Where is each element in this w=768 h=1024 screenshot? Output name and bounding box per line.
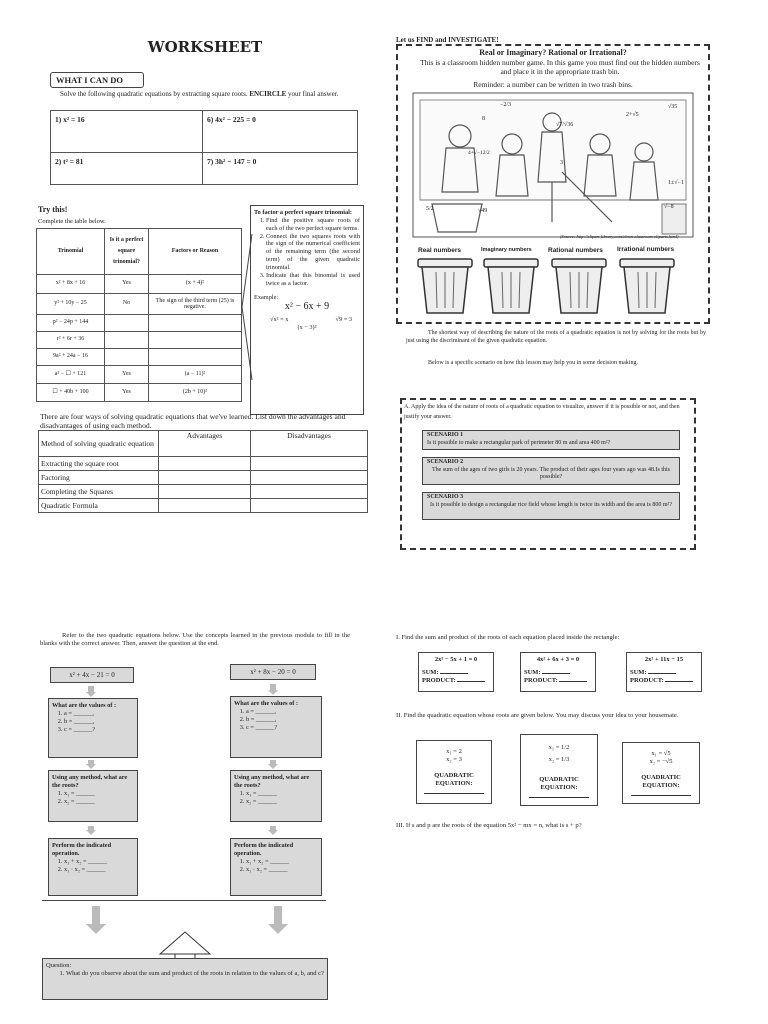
table-cell: y² + 10y − 25 (37, 294, 105, 315)
box-equation: 4x² + 6x + 3 = 0 (536, 656, 580, 663)
blank-item[interactable]: 1. x₁ + x₂ = ______ (246, 858, 318, 866)
table-cell: Yes (105, 384, 149, 402)
example-expression: x² − 6x + 9 (284, 301, 330, 313)
scenario-card[interactable] (422, 457, 680, 485)
trash-bin-icon[interactable] (550, 256, 608, 316)
table-header: Trinomial (37, 229, 105, 275)
table-cell: 9a² + 24a − 16 (37, 349, 105, 366)
arrow-down-icon (86, 686, 96, 697)
scenario-text: Is it possible to design a rectangular rice field whose length is twice its width and the area is 800 m²? (429, 501, 673, 508)
qe-label: QUADRATIC EQUATION: (434, 772, 474, 788)
scenario-title: SCENARIO 3 (427, 494, 464, 500)
trash-bin-icon[interactable] (482, 256, 540, 316)
arrow-down-icon (86, 760, 96, 769)
section-label: WHAT I CAN DO (50, 72, 144, 88)
table-cell: p² − 24p + 144 (37, 315, 105, 332)
operation-title: Perform the indicated operation. (234, 842, 294, 857)
qe-label: QUADRATIC EQUATION: (539, 776, 579, 792)
blank-item[interactable]: 2. x₁ · x₂ = ______ (246, 866, 318, 874)
equation-cell[interactable]: 1) x² = 16 (51, 111, 203, 153)
blank-item[interactable]: 1. x₁ + x₂ = ______ (64, 858, 134, 866)
table-cell[interactable] (105, 349, 149, 366)
table-cell[interactable] (159, 485, 251, 499)
sum-label: SUM: (422, 669, 439, 677)
values-title: What are the values of : (234, 700, 299, 707)
hidden-number[interactable]: 3 (560, 160, 563, 166)
try-this-title: Try this! (38, 205, 68, 214)
discriminant-p2: Below is a specific scenario on how this lesson may help you in some decision making. (428, 360, 638, 366)
converge-arrows-icon (40, 904, 330, 964)
bin-label: Irrational numbers (617, 246, 675, 253)
table-cell[interactable]: ☐ + 40b + 100 (37, 384, 105, 402)
table-cell: (a − 11)² (149, 366, 242, 384)
equation-cell[interactable]: 2) t² = 81 (51, 153, 203, 185)
flow-equation: x² + 8x − 20 = 0 (230, 664, 316, 680)
hidden-number[interactable]: 1±√−1 (668, 180, 684, 186)
table-cell[interactable] (159, 457, 251, 471)
hidden-number[interactable]: √35 (668, 104, 678, 110)
blank-item[interactable]: 3. c = ______? (64, 726, 134, 734)
arrow-down-icon (268, 826, 278, 835)
arrow-down-icon (86, 826, 96, 835)
intro-part-b: your final answer. (288, 90, 339, 98)
table-cell[interactable]: No (105, 294, 149, 315)
sum-product-box[interactable] (520, 652, 596, 692)
table-cell[interactable] (251, 471, 368, 485)
blank-item[interactable]: 2. x₂ = ______ (246, 798, 318, 806)
table-cell[interactable]: Yes (105, 275, 149, 294)
example-result: (x − 3)² (297, 323, 317, 331)
table-cell: r² + 6r + 36 (37, 332, 105, 349)
scenario-card[interactable] (422, 492, 680, 520)
qe-label: QUADRATIC EQUATION: (641, 774, 681, 790)
hidden-number[interactable]: 4+√−12/2 (468, 150, 490, 156)
arrow-down-icon (268, 760, 278, 769)
table-cell: Quadratic Formula (39, 499, 159, 513)
investigate-label: Let us FIND and INVESTIGATE! (396, 36, 499, 44)
scenario-title: SCENARIO 2 (427, 459, 464, 465)
table-row (37, 366, 242, 384)
table-header: Advantages (159, 431, 251, 457)
sum-label: SUM: (630, 669, 647, 677)
product-label: PRODUCT: (524, 677, 558, 685)
arrow-down-icon (268, 684, 278, 695)
table-cell: Factoring (39, 471, 159, 485)
sum-product-box[interactable] (418, 652, 494, 692)
table-cell: x² + 8x + 16 (37, 275, 105, 294)
bin-label: Rational numbers (548, 247, 603, 254)
roots-card[interactable] (520, 734, 598, 806)
flow-equation: x² + 4x − 21 = 0 (50, 667, 134, 683)
classroom-illustration (412, 92, 694, 238)
table-cell[interactable] (149, 349, 242, 366)
scenario-text: The sum of the ages of two girls is 20 years. The product of their ages four years ago was 48.Is this possible? (432, 466, 670, 480)
roots-card[interactable] (622, 742, 700, 804)
example-label: Example: (254, 293, 279, 301)
table-cell[interactable]: a² − ☐ + 121 (37, 366, 105, 384)
table-row (39, 471, 368, 485)
hidden-number[interactable]: √7/√36 (556, 122, 574, 128)
table-cell: (2b + 10)² (149, 384, 242, 402)
blank-item[interactable]: 1. x₁ = ______ (246, 790, 318, 798)
table-cell: Yes (105, 366, 149, 384)
values-box[interactable] (48, 698, 138, 758)
trash-bin-icon[interactable] (618, 256, 676, 316)
hidden-number[interactable]: −2/3 (500, 102, 512, 108)
image-source: (Source: http://clipart-library.com/clean-classroom-cliparts.html) (560, 234, 679, 239)
investigate-desc: This is a classroom hidden number game. In this game you must find out the hidden numbers and place it in the appropriate trash bin. (420, 58, 700, 77)
table-cell[interactable] (149, 315, 242, 332)
operation-title: Perform the indicated operation. (52, 842, 112, 857)
table-row (37, 315, 242, 332)
hidden-number[interactable]: 2+√5 (626, 112, 639, 118)
roots-title: Using any method, what are the roots? (52, 774, 128, 789)
factor-note (250, 205, 364, 415)
root-value: x₂ = 1/3 (548, 756, 570, 764)
blank-item[interactable]: 2. x₂ = ______ (64, 798, 134, 806)
roots-title: Using any method, what are the roots? (234, 774, 310, 789)
operation-box[interactable] (230, 838, 322, 896)
blank-item[interactable]: 1. a = ______, (246, 708, 318, 716)
table-header: Method of solving quadratic equation (39, 431, 159, 457)
blank-item[interactable]: 2. b = ______, (64, 718, 134, 726)
question-label: Question: (46, 962, 72, 969)
scenario-text: Is it possible to make a rectangular park of perimeter 80 m and area 400 m²? (427, 439, 611, 446)
investigate-reminder: Reminder: a number can be written in two trash bins. (473, 80, 633, 89)
roots-box[interactable] (230, 770, 322, 822)
table-header: Factors or Reason (149, 229, 242, 275)
intro-text (44, 90, 364, 99)
table-cell[interactable] (251, 499, 368, 513)
blank-item[interactable]: 2. b = ______, (246, 716, 318, 724)
roots-box[interactable] (48, 770, 138, 822)
table-cell[interactable] (159, 471, 251, 485)
table-header: Is it a perfect square trinomial? (105, 229, 149, 275)
equation-cell[interactable]: 7) 3h² − 147 = 0 (203, 153, 358, 185)
equation-grid (50, 110, 358, 185)
table-row (37, 332, 242, 349)
table-row (37, 275, 242, 294)
equation-cell[interactable]: 6) 4x² − 225 = 0 (203, 111, 358, 153)
scenario-card[interactable] (422, 430, 680, 450)
table-row (39, 485, 368, 499)
table-cell[interactable] (105, 332, 149, 349)
values-title: What are the values of : (52, 702, 117, 709)
try-this-subtitle: Complete the table below. (38, 218, 106, 225)
table-row (37, 349, 242, 366)
methods-table (38, 430, 368, 513)
root-value: x₁ = 2 (446, 748, 462, 755)
bin-label: Real numbers (418, 247, 461, 254)
sum-label: SUM: (524, 669, 541, 677)
blank-item[interactable]: 1. a = ______, (64, 710, 134, 718)
worksheet-title: WORKSHEET (147, 38, 263, 56)
table-header: Disadvantages (251, 431, 368, 457)
hidden-number[interactable]: √−8 (664, 204, 674, 210)
roots-card[interactable] (416, 740, 492, 804)
hidden-number[interactable]: 5/2 (426, 206, 434, 212)
values-box[interactable] (230, 696, 322, 758)
discriminant-p1: The shortest way of describing the nature of the roots of a quadratic equation is not by solving for the roots but by just using the discriminant of the given quadratic equation. (406, 330, 706, 344)
blank-item[interactable]: 2. x₁ · x₂ = ______ (64, 866, 134, 874)
blank-item[interactable]: 3. c = ______? (246, 724, 318, 732)
table-cell[interactable] (251, 485, 368, 499)
part1-instruction: I. Find the sum and product of the roots of each equation placed inside the rectangle: (396, 634, 620, 641)
factor-note-title: To factor a perfect square trinomial: (254, 209, 352, 216)
root-value: x₂ = 3 (446, 756, 462, 764)
product-label: PRODUCT: (422, 677, 456, 685)
table-row (37, 384, 242, 402)
flow-intro: Refer to the two quadratic equations below. Use the concepts learned in the previous module to fill in the blanks with the correct answer. Then, answer the question at the end. (40, 632, 350, 648)
intro-bold: ENCIRCLE (249, 90, 287, 98)
operation-box[interactable] (48, 838, 138, 896)
root-right: √9 = 3 (335, 315, 352, 323)
root-left: √x² = x (270, 315, 289, 323)
table-row (39, 457, 368, 471)
root-value: x₁ = 1/2 (548, 744, 570, 751)
product-label: PRODUCT: (630, 677, 664, 685)
table-row (37, 294, 242, 315)
root-value: x₂ = −√5 (649, 758, 673, 766)
table-cell[interactable] (105, 315, 149, 332)
methods-intro: There are four ways of solving quadratic equations that we've learned. List down the advantages and disadvantages of using each method. (40, 412, 346, 431)
trash-bin-icon[interactable] (416, 256, 474, 316)
factor-step: 2. Connect the two squares roots with the sign of the numerical coefficient of the remaining term (the second term) of the given quadratic trinomial. (266, 233, 360, 272)
table-row (39, 499, 368, 513)
investigate-title: Real or Imaginary? Rational or Irrational? (479, 48, 627, 57)
blank-item[interactable]: 1. x₁ = ______ (64, 790, 134, 798)
table-cell[interactable]: The sign of the third term (25) is negative. (149, 294, 242, 315)
scenario-instruction: A. Apply the idea of the nature of roots of a quadratic equation to visualize, answer if it is possible or not, and then justify your answer. (404, 404, 680, 420)
table-cell: Extracting the square root (39, 457, 159, 471)
factor-step: 1. Find the positive square roots of each of the two perfect square terms. (266, 217, 360, 233)
scenario-title: SCENARIO 1 (427, 432, 464, 438)
table-cell: Completing the Squares (39, 485, 159, 499)
part3-instruction: III. If s and p are the roots of the equation 5x² − mx = n, what is s + p? (396, 822, 582, 829)
box-equation: 2x² + 11x − 15 (644, 656, 684, 663)
root-value: x₁ = √5 (651, 750, 671, 757)
table-cell[interactable] (251, 457, 368, 471)
divider-line (42, 900, 326, 901)
hidden-number[interactable]: √49 (478, 208, 488, 214)
question-box[interactable] (42, 958, 328, 1000)
intro-part-a: Solve the following quadratic equations by extracting square roots. (60, 90, 248, 98)
trinomial-table (36, 228, 242, 402)
box-equation: 2x² − 5x + 1 = 0 (434, 656, 478, 663)
factor-step: 3. Indicate that this binomial is used twice as a factor. (266, 272, 360, 288)
question-text: 1. What do you observe about the sum and product of the roots in relation to the values of a, b, and c? (66, 970, 324, 978)
sum-product-box[interactable] (626, 652, 702, 692)
part2-instruction: II. Find the quadratic equation whose roots are given below. You may discuss your idea to your housemate. (396, 712, 679, 719)
hidden-number[interactable]: 8 (482, 116, 485, 122)
bin-label: Imaginary numbers (481, 247, 532, 253)
table-cell[interactable] (159, 499, 251, 513)
table-cell[interactable]: (x + 4)² (149, 275, 242, 294)
table-cell[interactable] (149, 332, 242, 349)
